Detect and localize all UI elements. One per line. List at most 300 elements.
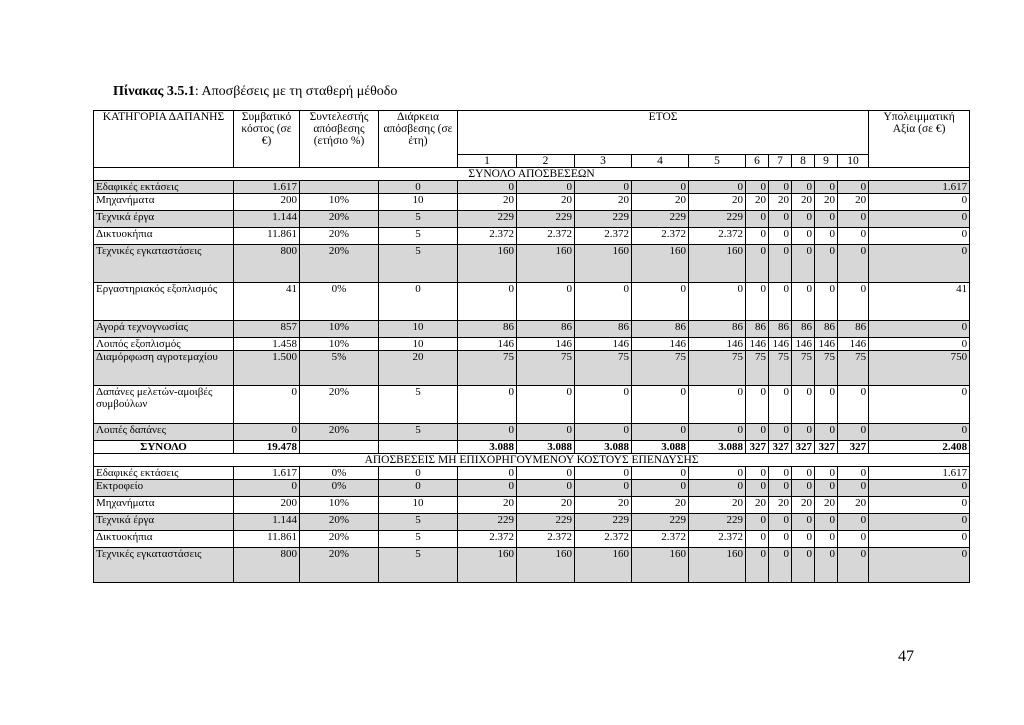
- section-title: ΣΥΝΟΛΟ ΑΠΟΣΒΕΣΕΩΝ: [94, 168, 970, 181]
- year-value-cell: 0: [838, 467, 869, 480]
- year-value-cell: 0: [689, 283, 746, 321]
- total-year-cell: 3.088: [689, 441, 746, 454]
- year-header-cell: 1: [458, 155, 517, 168]
- year-value-cell: 0: [792, 480, 815, 497]
- year-header-cell: 7: [769, 155, 792, 168]
- year-value-cell: 0: [689, 386, 746, 424]
- year-value-cell: 0: [746, 245, 769, 283]
- year-value-cell: 0: [769, 245, 792, 283]
- year-value-cell: 0: [689, 480, 746, 497]
- year-value-cell: 0: [815, 181, 838, 194]
- duration-cell: 5: [379, 245, 458, 283]
- year-value-cell: 0: [458, 181, 517, 194]
- year-value-cell: 0: [815, 548, 838, 583]
- rate-cell: 10%: [300, 321, 379, 338]
- residual-cell: 0: [869, 531, 970, 548]
- year-value-cell: 86: [458, 321, 517, 338]
- year-value-cell: 160: [517, 548, 575, 583]
- year-value-cell: 229: [458, 514, 517, 531]
- year-header-cell: 6: [746, 155, 769, 168]
- year-value-cell: 229: [689, 211, 746, 228]
- year-value-cell: 160: [517, 245, 575, 283]
- rate-cell: 10%: [300, 497, 379, 514]
- table-row: [94, 351, 970, 386]
- year-value-cell: 20: [689, 194, 746, 211]
- year-header-cell: 2: [517, 155, 575, 168]
- duration-cell: 10: [379, 338, 458, 351]
- category-cell: Λοιπές δαπάνες: [94, 424, 234, 441]
- year-value-cell: 0: [792, 424, 815, 441]
- year-value-cell: 0: [746, 228, 769, 245]
- total-year-cell: 327: [769, 441, 792, 454]
- year-value-cell: 20: [746, 194, 769, 211]
- category-cell: Μηχανήματα: [94, 194, 234, 211]
- year-value-cell: 0: [769, 514, 792, 531]
- year-value-cell: 0: [838, 283, 869, 321]
- year-value-cell: 75: [632, 351, 689, 386]
- total-residual: 2.408: [869, 441, 970, 454]
- year-value-cell: 0: [575, 424, 632, 441]
- duration-cell: 10: [379, 194, 458, 211]
- residual-cell: 750: [869, 351, 970, 386]
- rate-cell: 0%: [300, 283, 379, 321]
- year-value-cell: 20: [815, 194, 838, 211]
- total-year-cell: 327: [815, 441, 838, 454]
- year-value-cell: 160: [689, 245, 746, 283]
- table-row: [94, 321, 970, 338]
- year-value-cell: 229: [632, 211, 689, 228]
- category-cell: Τεχνικές εγκαταστάσεις: [94, 548, 234, 583]
- total-label: ΣΥΝΟΛΟ: [94, 441, 234, 454]
- year-value-cell: 0: [838, 480, 869, 497]
- year-header-cell: 5: [689, 155, 746, 168]
- rate-cell: 10%: [300, 338, 379, 351]
- table-row: [94, 467, 970, 480]
- year-value-cell: 0: [815, 283, 838, 321]
- year-value-cell: 160: [632, 245, 689, 283]
- year-value-cell: 20: [517, 497, 575, 514]
- year-value-cell: 0: [746, 514, 769, 531]
- year-value-cell: 86: [815, 321, 838, 338]
- year-value-cell: 0: [838, 514, 869, 531]
- header-cost: Συμβατικό κόστος (σε €): [234, 111, 300, 168]
- residual-cell: 0: [869, 228, 970, 245]
- year-value-cell: 0: [632, 467, 689, 480]
- year-value-cell: 0: [632, 386, 689, 424]
- year-value-cell: 0: [792, 467, 815, 480]
- year-value-cell: 0: [838, 211, 869, 228]
- year-value-cell: 86: [746, 321, 769, 338]
- year-value-cell: 0: [815, 514, 838, 531]
- year-value-cell: 0: [792, 245, 815, 283]
- page-number: 47: [898, 648, 914, 665]
- category-cell: Εργαστηριακός εξοπλισμός: [94, 283, 234, 321]
- year-value-cell: 20: [689, 497, 746, 514]
- cost-cell: 0: [234, 386, 300, 424]
- year-value-cell: 2.372: [458, 531, 517, 548]
- residual-cell: 0: [869, 548, 970, 583]
- year-value-cell: 0: [689, 181, 746, 194]
- year-value-cell: 0: [815, 245, 838, 283]
- category-cell: Λοιπός εξοπλισμός: [94, 338, 234, 351]
- year-value-cell: 0: [517, 467, 575, 480]
- category-cell: Διαμόρφωση αγροτεμαχίου: [94, 351, 234, 386]
- year-value-cell: 0: [838, 531, 869, 548]
- year-value-cell: 0: [575, 386, 632, 424]
- residual-cell: 1.617: [869, 467, 970, 480]
- cost-cell: 857: [234, 321, 300, 338]
- year-value-cell: 146: [575, 338, 632, 351]
- duration-cell: 0: [379, 181, 458, 194]
- table-row: [94, 194, 970, 211]
- header-rate: Συντελεστής απόσβεσης (ετήσιο %): [300, 111, 379, 168]
- year-value-cell: 0: [746, 283, 769, 321]
- residual-cell: 0: [869, 211, 970, 228]
- year-value-cell: 20: [575, 497, 632, 514]
- year-value-cell: 86: [575, 321, 632, 338]
- year-value-cell: 0: [838, 548, 869, 583]
- category-cell: Τεχνικά έργα: [94, 514, 234, 531]
- residual-cell: 1.617: [869, 181, 970, 194]
- total-year-cell: 3.088: [517, 441, 575, 454]
- year-value-cell: 86: [517, 321, 575, 338]
- total-row: [94, 441, 970, 454]
- year-header-cell: 4: [632, 155, 689, 168]
- year-value-cell: 160: [689, 548, 746, 583]
- duration-cell: 0: [379, 467, 458, 480]
- year-value-cell: 0: [458, 480, 517, 497]
- year-value-cell: 146: [792, 338, 815, 351]
- rate-cell: 20%: [300, 424, 379, 441]
- year-value-cell: 86: [838, 321, 869, 338]
- year-value-cell: 75: [792, 351, 815, 386]
- table-row: [94, 245, 970, 283]
- duration-cell: 0: [379, 480, 458, 497]
- year-value-cell: 0: [769, 531, 792, 548]
- year-value-cell: 160: [632, 548, 689, 583]
- cost-cell: 11.861: [234, 531, 300, 548]
- category-cell: Αγορά τεχνογνωσίας: [94, 321, 234, 338]
- year-value-cell: 20: [838, 497, 869, 514]
- year-value-cell: 146: [838, 338, 869, 351]
- cost-cell: 0: [234, 424, 300, 441]
- header-category: ΚΑΤΗΓΟΡΙΑ ΔΑΠΑΝΗΣ: [94, 111, 234, 168]
- duration-cell: 5: [379, 228, 458, 245]
- caption-label: Πίνακας 3.5.1: [113, 84, 195, 99]
- year-value-cell: 0: [517, 283, 575, 321]
- year-value-cell: 20: [769, 194, 792, 211]
- duration-cell: 5: [379, 211, 458, 228]
- year-value-cell: 0: [769, 228, 792, 245]
- year-value-cell: 86: [792, 321, 815, 338]
- cost-cell: 1.144: [234, 514, 300, 531]
- year-value-cell: 75: [815, 351, 838, 386]
- rate-cell: 20%: [300, 228, 379, 245]
- residual-cell: 0: [869, 386, 970, 424]
- year-value-cell: 160: [458, 245, 517, 283]
- year-value-cell: 0: [769, 283, 792, 321]
- year-value-cell: 229: [689, 514, 746, 531]
- year-value-cell: 20: [769, 497, 792, 514]
- table-row: [94, 531, 970, 548]
- year-value-cell: 86: [689, 321, 746, 338]
- year-value-cell: 20: [458, 194, 517, 211]
- cost-cell: 1.617: [234, 467, 300, 480]
- year-value-cell: 2.372: [632, 531, 689, 548]
- year-value-cell: 0: [792, 531, 815, 548]
- year-header-cell: 9: [815, 155, 838, 168]
- year-value-cell: 229: [517, 211, 575, 228]
- year-value-cell: 0: [575, 283, 632, 321]
- duration-cell: 5: [379, 424, 458, 441]
- cost-cell: 800: [234, 548, 300, 583]
- table-row: [94, 386, 970, 424]
- section-title-row: [94, 454, 970, 467]
- year-value-cell: 0: [746, 467, 769, 480]
- header-year: ΕΤΟΣ: [458, 111, 869, 155]
- year-value-cell: 0: [517, 480, 575, 497]
- year-header-cell: 10: [838, 155, 869, 168]
- residual-cell: 0: [869, 514, 970, 531]
- year-value-cell: 0: [838, 386, 869, 424]
- year-value-cell: 0: [746, 424, 769, 441]
- year-value-cell: 0: [769, 467, 792, 480]
- year-value-cell: 0: [575, 480, 632, 497]
- rate-cell: 20%: [300, 548, 379, 583]
- year-value-cell: 0: [815, 386, 838, 424]
- year-value-cell: 146: [517, 338, 575, 351]
- total-duration-empty: [379, 441, 458, 454]
- year-value-cell: 0: [689, 424, 746, 441]
- total-year-cell: 327: [792, 441, 815, 454]
- year-value-cell: 20: [838, 194, 869, 211]
- year-value-cell: 20: [792, 194, 815, 211]
- category-cell: Δαπάνες μελετών-αμοιβές συμβούλων: [94, 386, 234, 424]
- year-value-cell: 20: [458, 497, 517, 514]
- caption-text: : Αποσβέσεις με τη σταθερή μέθοδο: [194, 84, 398, 99]
- year-value-cell: 20: [632, 194, 689, 211]
- year-value-cell: 0: [632, 424, 689, 441]
- year-value-cell: 0: [458, 467, 517, 480]
- year-value-cell: 0: [746, 548, 769, 583]
- residual-cell: 0: [869, 245, 970, 283]
- year-value-cell: 0: [689, 467, 746, 480]
- year-value-cell: 0: [815, 480, 838, 497]
- year-value-cell: 20: [517, 194, 575, 211]
- year-value-cell: 0: [769, 211, 792, 228]
- year-value-cell: 75: [746, 351, 769, 386]
- year-value-cell: 2.372: [517, 531, 575, 548]
- year-value-cell: 2.372: [575, 228, 632, 245]
- cost-cell: 800: [234, 245, 300, 283]
- table-caption: [113, 84, 397, 100]
- year-value-cell: 0: [769, 548, 792, 583]
- year-value-cell: 0: [792, 181, 815, 194]
- year-value-cell: 160: [575, 245, 632, 283]
- residual-cell: 0: [869, 497, 970, 514]
- rate-cell: 10%: [300, 194, 379, 211]
- year-value-cell: 20: [575, 194, 632, 211]
- year-value-cell: 0: [517, 386, 575, 424]
- rate-cell: 0%: [300, 480, 379, 497]
- total-rate-empty: [300, 441, 379, 454]
- year-value-cell: 2.372: [458, 228, 517, 245]
- year-header-cell: 3: [575, 155, 632, 168]
- table-row: [94, 211, 970, 228]
- duration-cell: 20: [379, 351, 458, 386]
- year-value-cell: 146: [769, 338, 792, 351]
- year-value-cell: 0: [632, 283, 689, 321]
- total-year-cell: 3.088: [575, 441, 632, 454]
- duration-cell: 5: [379, 386, 458, 424]
- residual-cell: 0: [869, 424, 970, 441]
- duration-cell: 10: [379, 497, 458, 514]
- year-value-cell: 0: [815, 424, 838, 441]
- year-value-cell: 2.372: [517, 228, 575, 245]
- year-value-cell: 0: [792, 211, 815, 228]
- table-row: [94, 228, 970, 245]
- year-value-cell: 0: [746, 211, 769, 228]
- year-value-cell: 0: [792, 283, 815, 321]
- year-value-cell: 75: [517, 351, 575, 386]
- category-cell: Εδαφικές εκτάσεις: [94, 181, 234, 194]
- year-value-cell: 0: [838, 181, 869, 194]
- category-cell: Εδαφικές εκτάσεις: [94, 467, 234, 480]
- residual-cell: 0: [869, 321, 970, 338]
- total-cost: 19.478: [234, 441, 300, 454]
- year-value-cell: 0: [769, 181, 792, 194]
- year-value-cell: 0: [632, 480, 689, 497]
- duration-cell: 10: [379, 321, 458, 338]
- category-cell: Τεχνικά έργα: [94, 211, 234, 228]
- year-value-cell: 229: [458, 211, 517, 228]
- year-value-cell: 0: [517, 424, 575, 441]
- year-value-cell: 0: [792, 228, 815, 245]
- table-row: [94, 181, 970, 194]
- category-cell: Δικτυοκήπια: [94, 531, 234, 548]
- rate-cell: 20%: [300, 386, 379, 424]
- year-value-cell: 0: [746, 531, 769, 548]
- year-value-cell: 160: [458, 548, 517, 583]
- year-value-cell: 86: [632, 321, 689, 338]
- year-value-cell: 0: [517, 181, 575, 194]
- year-value-cell: 146: [689, 338, 746, 351]
- year-value-cell: 0: [815, 211, 838, 228]
- year-value-cell: 0: [815, 531, 838, 548]
- year-value-cell: 146: [746, 338, 769, 351]
- year-value-cell: 146: [458, 338, 517, 351]
- year-value-cell: 75: [838, 351, 869, 386]
- category-cell: Δικτυοκήπια: [94, 228, 234, 245]
- year-value-cell: 160: [575, 548, 632, 583]
- table-row: [94, 497, 970, 514]
- year-value-cell: 0: [769, 386, 792, 424]
- duration-cell: 5: [379, 548, 458, 583]
- year-value-cell: 229: [575, 211, 632, 228]
- year-value-cell: 20: [792, 497, 815, 514]
- year-header-cell: 8: [792, 155, 815, 168]
- residual-cell: 0: [869, 194, 970, 211]
- year-value-cell: 0: [458, 424, 517, 441]
- table-row: [94, 338, 970, 351]
- rate-cell: 5%: [300, 351, 379, 386]
- category-cell: Μηχανήματα: [94, 497, 234, 514]
- year-value-cell: 229: [517, 514, 575, 531]
- year-value-cell: 20: [632, 497, 689, 514]
- residual-cell: 0: [869, 480, 970, 497]
- residual-cell: 0: [869, 338, 970, 351]
- total-year-cell: 327: [746, 441, 769, 454]
- cost-cell: 1.458: [234, 338, 300, 351]
- rate-cell: [300, 181, 379, 194]
- total-year-cell: 3.088: [458, 441, 517, 454]
- category-cell: Εκτροφείο: [94, 480, 234, 497]
- year-value-cell: 0: [838, 245, 869, 283]
- table-row: [94, 283, 970, 321]
- year-value-cell: 0: [746, 386, 769, 424]
- year-value-cell: 0: [792, 514, 815, 531]
- duration-cell: 5: [379, 514, 458, 531]
- year-value-cell: 0: [746, 181, 769, 194]
- duration-cell: 0: [379, 283, 458, 321]
- year-value-cell: 146: [815, 338, 838, 351]
- cost-cell: 0: [234, 480, 300, 497]
- table-row: [94, 548, 970, 583]
- year-value-cell: 75: [769, 351, 792, 386]
- year-value-cell: 0: [769, 480, 792, 497]
- year-value-cell: 2.372: [689, 228, 746, 245]
- rate-cell: 20%: [300, 531, 379, 548]
- year-value-cell: 0: [815, 467, 838, 480]
- cost-cell: 200: [234, 194, 300, 211]
- cost-cell: 1.144: [234, 211, 300, 228]
- table-row: [94, 424, 970, 441]
- total-year-cell: 327: [838, 441, 869, 454]
- section-title-row: [94, 168, 970, 181]
- year-value-cell: 0: [838, 424, 869, 441]
- rate-cell: 20%: [300, 245, 379, 283]
- depreciation-table: [93, 110, 970, 583]
- year-value-cell: 20: [815, 497, 838, 514]
- year-value-cell: 0: [815, 228, 838, 245]
- duration-cell: 5: [379, 531, 458, 548]
- header-duration: Διάρκεια απόσβεσης (σε έτη): [379, 111, 458, 168]
- cost-cell: 41: [234, 283, 300, 321]
- year-value-cell: 0: [458, 386, 517, 424]
- category-cell: Τεχνικές εγκαταστάσεις: [94, 245, 234, 283]
- year-value-cell: 75: [689, 351, 746, 386]
- year-value-cell: 20: [746, 497, 769, 514]
- year-value-cell: 86: [769, 321, 792, 338]
- year-value-cell: 229: [575, 514, 632, 531]
- year-value-cell: 0: [838, 228, 869, 245]
- cost-cell: 200: [234, 497, 300, 514]
- year-value-cell: 0: [746, 480, 769, 497]
- table-row: [94, 480, 970, 497]
- year-value-cell: 0: [792, 548, 815, 583]
- total-year-cell: 3.088: [632, 441, 689, 454]
- residual-cell: 41: [869, 283, 970, 321]
- rate-cell: 20%: [300, 211, 379, 228]
- year-value-cell: 75: [458, 351, 517, 386]
- year-value-cell: 146: [632, 338, 689, 351]
- rate-cell: 20%: [300, 514, 379, 531]
- year-value-cell: 2.372: [689, 531, 746, 548]
- year-value-cell: 75: [575, 351, 632, 386]
- year-value-cell: 0: [632, 181, 689, 194]
- year-value-cell: 0: [458, 283, 517, 321]
- rate-cell: 0%: [300, 467, 379, 480]
